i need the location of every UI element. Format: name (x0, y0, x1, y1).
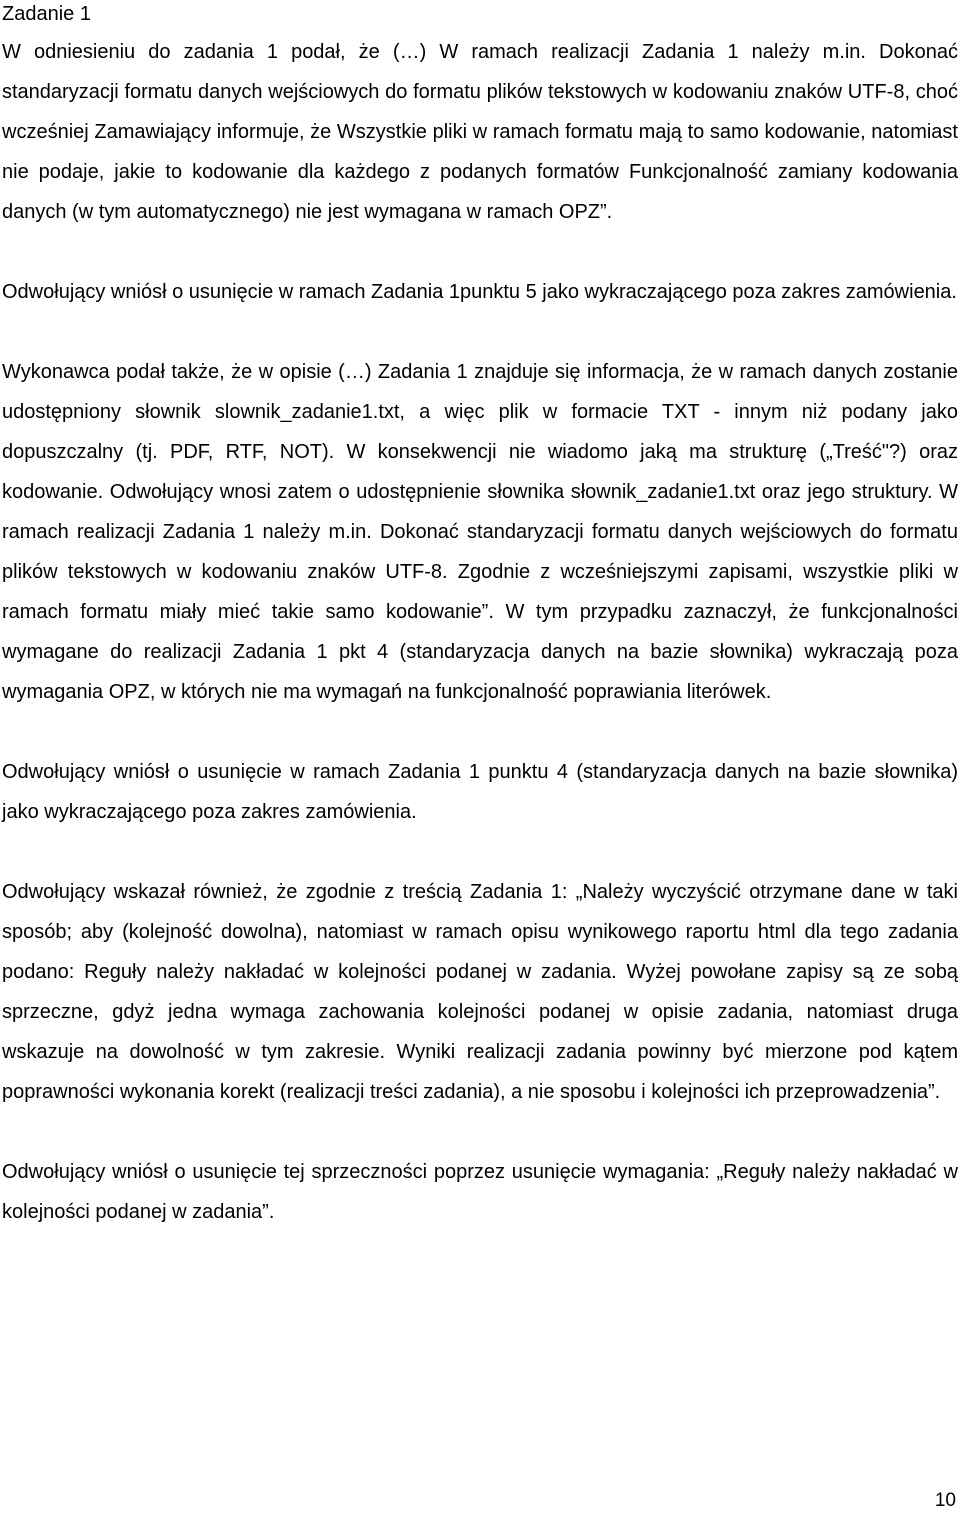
paragraph-1: W odniesieniu do zadania 1 podał, że (…) W ramach realizacji Zadania 1 należy m.in. Dokonać standaryzacji formatu danych wejściowych do formatu plików tekstowych w kodowaniu znaków UTF-8, choć wcześniej Zamawiający informuje, że Wszystkie pliki w ramach formatu mają to samo kodowanie, natomiast nie podaje, jakie to kodowanie dla każdego z podanych formatów Funkcjonalność zamiany kodowania danych (w tym automatycznego) nie jest wymagana w ramach OPZ”. (2, 41, 958, 223)
section-heading: Zadanie 1 (2, 3, 91, 25)
paragraph-2: Odwołujący wniósł o usunięcie w ramach Zadania 1punktu 5 jako wykraczającego poza zakres zamówienia. (2, 281, 957, 303)
page-number: 10 (934, 1490, 956, 1511)
paragraph-6: Odwołujący wniósł o usunięcie tej sprzeczności poprzez usunięcie wymagania: „Reguły należy nakładać w kolejności podanej w zadania”. (2, 1161, 958, 1223)
paragraph-5: Odwołujący wskazał również, że zgodnie z treścią Zadania 1: „Należy wyczyścić otrzymane dane w taki sposób; aby (kolejność dowolna), natomiast w ramach opisu wynikowego raportu html dla tego zadania podano: Reguły należy nakładać w kolejności podanej w zadania. Wyżej powołane zapisy są ze sobą sprzeczne, gdyż jedna wymaga zachowania kolejności podanej w opisie zadania, natomiast druga wskazuje na dowolność w tym zakresie. Wyniki realizacji zadania powinny być mierzone pod kątem poprawności wykonania korekt (realizacji treści zadania), a nie sposobu i kolejności ich przeprowadzenia”. (2, 881, 958, 1103)
paragraph-4: Odwołujący wniósł o usunięcie w ramach Zadania 1 punktu 4 (standaryzacja danych na bazie słownika) jako wykraczającego poza zakres zamówienia. (2, 761, 958, 823)
paragraph-3: Wykonawca podał także, że w opisie (…) Zadania 1 znajduje się informacja, że w ramach danych zostanie udostępniony słownik slownik_zadanie1.txt, a więc plik w formacie TXT - innym niż podany jako dopuszczalny (tj. PDF, RTF, NOT). W konsekwencji nie wiadomo jaką ma strukturę („Treść"?) oraz kodowanie. Odwołujący wnosi zatem o udostępnienie słownika słownik_zadanie1.txt oraz jego struktury. W ramach realizacji Zadania 1 należy m.in. Dokonać standaryzacji formatu danych wejściowych do formatu plików tekstowych w kodowaniu znaków UTF-8. Zgodnie z wcześniejszymi zapisami, wszystkie pliki w ramach formatu miały mieć takie samo kodowanie”. W tym przypadku zaznaczył, że funkcjonalności wymagane do realizacji Zadania 1 pkt 4 (standaryzacja danych na bazie słownika) wykraczają poza wymagania OPZ, w których nie ma wymagań na funkcjonalność poprawiania literówek. (2, 361, 958, 703)
